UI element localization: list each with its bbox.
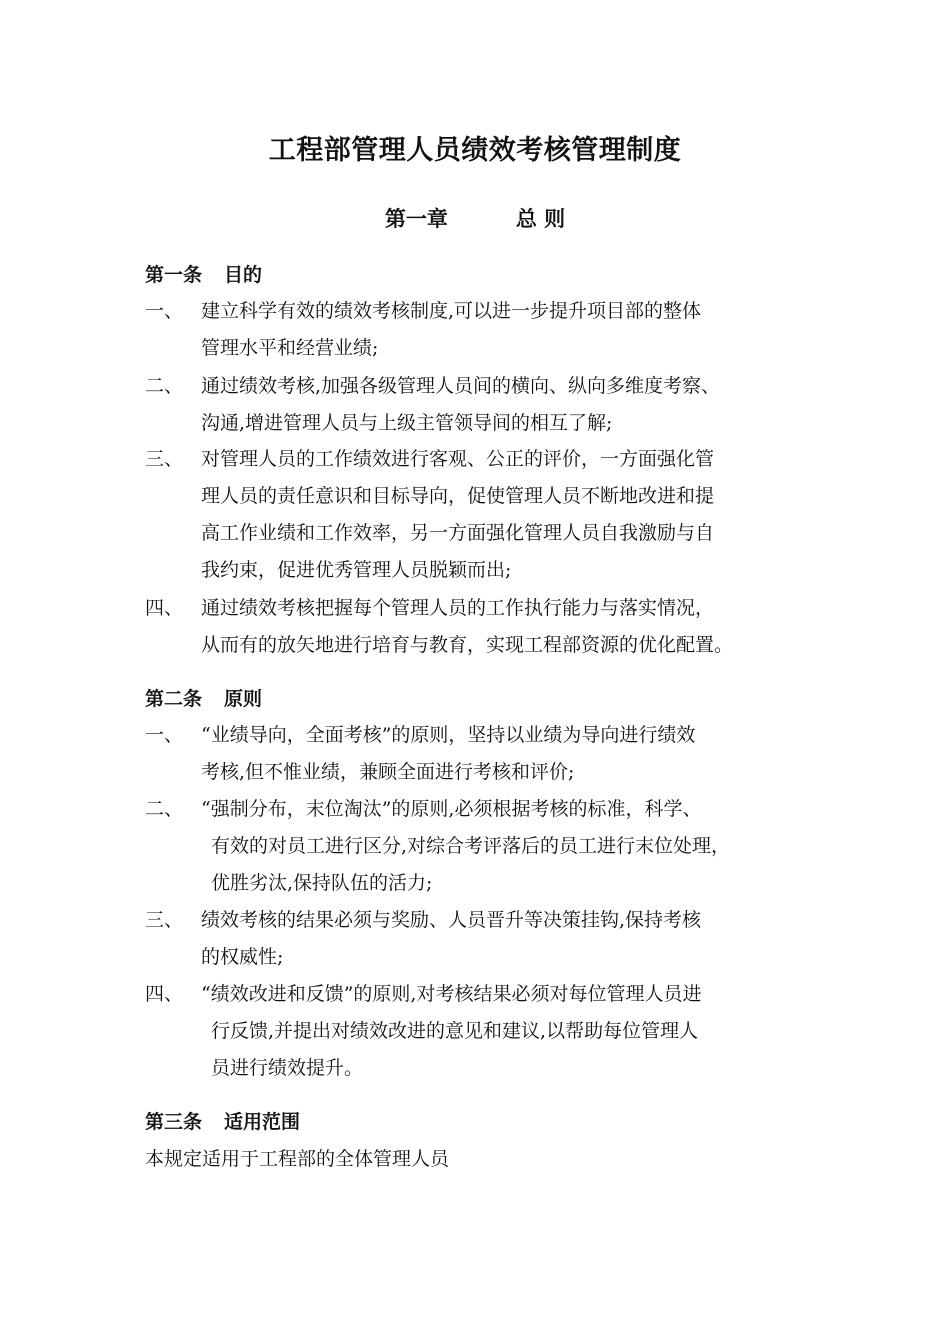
- scope-text: 本规定适用于工程部的全体管理人员: [145, 1148, 450, 1170]
- section-heading-principles: [145, 684, 262, 714]
- chapter-number: 第一章: [384, 207, 448, 231]
- item-line: “业绩导向，全面考核”的原则，坚持以业绩为导向进行绩效: [201, 724, 696, 746]
- item-line: 考核,但不惟业绩，兼顾全面进行考核和评价;: [201, 761, 575, 783]
- item-number: 三、: [145, 448, 184, 470]
- item-line: 员进行绩效提升。: [211, 1057, 364, 1079]
- item-line: 从而有的放矢地进行培育与教育，实现工程部资源的优化配置。: [201, 634, 734, 656]
- list-item: [145, 791, 835, 902]
- section-heading-purpose: [145, 260, 262, 290]
- section-number: 第一条: [145, 264, 203, 286]
- list-item: [145, 368, 835, 442]
- list-item: [145, 590, 835, 664]
- item-line: 理人员的责任意识和目标导向，促使管理人员不断地改进和提: [201, 485, 715, 507]
- item-line: 行反馈,并提出对绩效改进的意见和建议,以帮助每位管理人: [211, 1020, 699, 1042]
- document-title: 工程部管理人员绩效考核管理制度: [268, 135, 682, 166]
- section-number: 第三条: [145, 1111, 203, 1133]
- chapter-name: 总 则: [515, 207, 566, 231]
- item-line: 对管理人员的工作绩效进行客观、公正的评价，一方面强化管: [201, 448, 715, 470]
- list-item: [145, 717, 835, 791]
- item-line: “绩效改进和反馈”的原则,对考核结果必须对每位管理人员进: [201, 983, 702, 1005]
- item-line: 绩效考核的结果必须与奖励、人员晋升等决策挂钩,保持考核: [201, 909, 702, 931]
- item-number: 四、: [145, 597, 184, 619]
- section-name: 目的: [224, 264, 263, 286]
- item-line: 管理水平和经营业绩;: [201, 337, 379, 359]
- item-number: 一、: [145, 300, 184, 322]
- list-item: [145, 293, 835, 367]
- item-line: “强制分布，末位淘汰”的原则,必须根据考核的标准，科学、: [201, 798, 702, 820]
- item-number: 二、: [145, 798, 184, 820]
- item-line: 高工作业绩和工作效率，另一方面强化管理人员自我激励与自: [201, 522, 715, 544]
- section-number: 第二条: [145, 688, 203, 710]
- item-line: 的权威性;: [201, 946, 284, 968]
- item-line: 通过绩效考核把握每个管理人员的工作执行能力与落实情况，: [201, 597, 715, 619]
- item-number: 一、: [145, 724, 184, 746]
- item-number: 四、: [145, 983, 184, 1005]
- section-name: 原则: [224, 688, 263, 710]
- list-item: [145, 902, 835, 976]
- item-line: 有效的对员工进行区分,对综合考评落后的员工进行末位处理，: [211, 835, 731, 857]
- item-line: 优胜劣汰,保持队伍的活力;: [211, 872, 433, 894]
- item-line: 建立科学有效的绩效考核制度,可以进一步提升项目部的整体: [201, 300, 702, 322]
- item-number: 三、: [145, 909, 184, 931]
- chapter-heading: [0, 203, 950, 235]
- item-line: 我约束，促进优秀管理人员脱颖而出;: [201, 559, 512, 581]
- list-item: [145, 976, 835, 1087]
- item-line: 通过绩效考核,加强各级管理人员间的横向、纵向多维度考察、: [201, 375, 721, 397]
- item-number: 二、: [145, 375, 184, 397]
- section-name: 适用范围: [224, 1111, 301, 1133]
- section-heading-scope: [145, 1107, 300, 1137]
- list-item: [145, 441, 835, 589]
- item-line: 沟通,增进管理人员与上级主管领导间的相互了解;: [201, 412, 613, 434]
